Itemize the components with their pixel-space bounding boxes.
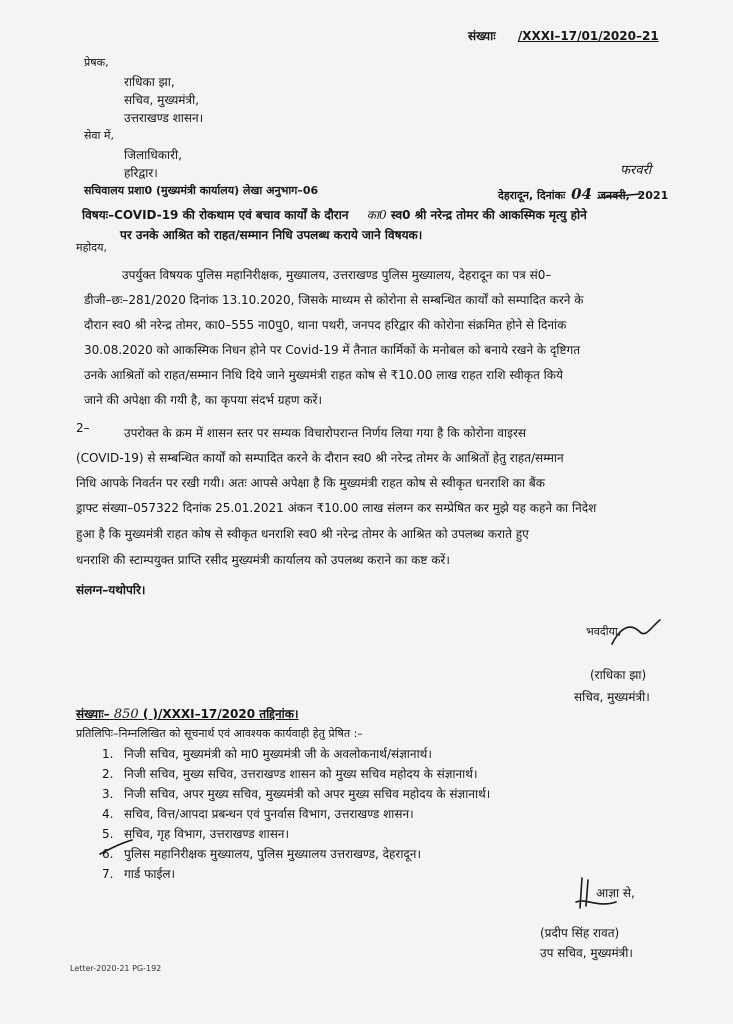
copy-item-number: 6. (102, 847, 114, 861)
recipient-heading: सेवा में, (84, 129, 114, 142)
para2-line-1: उपरोक्त के क्रम में शासन स्तर पर सम्यक विचारोपरान्त निर्णय लिया गया है कि कोरोना वाइरस (124, 426, 526, 440)
date-prefix: देहरादून, दिनांकः (498, 189, 566, 202)
para1-line-1: उपर्युक्त विषयक पुलिस महानिरीक्षक, मुख्यालय, उत्तराखण्ड पुलिस मुख्यालय, देहरादून का पत्र सं0– (122, 268, 552, 282)
month-strike-icon (596, 191, 642, 201)
signoff-designation: सचिव, मुख्यमंत्री। (574, 690, 650, 704)
copy-item-number: 4. (102, 807, 114, 821)
para1-line-3: दौरान स्व0 श्री नरेन्द्र तोमर, का0–555 ना0पु0, थाना पथरी, जनपद हरिद्वार की कोरोना संक्रमित होने से दिनांक (84, 318, 567, 332)
copy-item-number: 5. (102, 827, 114, 841)
subject-suffix: स्व0 श्री नरेन्द्र तोमर की आकस्मिक मृत्यु होने (390, 208, 587, 222)
copy-item-text: सचिव, वित्त/आपदा प्रबन्धन एवं पुनर्वास विभाग, उत्तराखण्ड शासन। (124, 807, 414, 821)
signature-1-icon (604, 614, 664, 650)
para2-line-3: निधि आपके निवर्तन पर रखी गयी। अतः आपसे अपेक्षा है कि मुख्यमंत्री राहत कोष से स्वीकृत धनराशि का बैंक (76, 476, 545, 490)
ref-value: /XXXI–17/01/2020–21 (517, 29, 659, 43)
para1-line-5: उनके आश्रितों को राहत/सम्मान निधि दिये जाने मुख्यमंत्री राहत कोष से ₹10.00 लाख राहत राशि स्वीकृत किये (84, 368, 563, 382)
ref-label: संख्याः (468, 29, 496, 43)
sender-heading: प्रेषक, (84, 56, 109, 69)
para1-line-4: 30.08.2020 को आकस्मिक निधन होने पर Covid-19 में तैनात कार्मिकों के मनोबल को बनाये रखने के दृष्टिगत (84, 343, 581, 357)
copy-item-3 (102, 785, 490, 802)
sender-office: उत्तराखण्ड शासन। (124, 111, 204, 125)
copy-item-text: पुलिस महानिरीक्षक मुख्यालय, पुलिस मुख्यालय उत्तराखण्ड, देहरादून। (124, 847, 422, 861)
subject-line-2: पर उनके आश्रित को राहत/सम्मान निधि उपलब्ध कराये जाने विषयक। (120, 228, 423, 242)
date-year: 2021 (637, 189, 669, 202)
section-line: सचिवालय प्रशा0 (मुख्यमंत्री कार्यालय) लेखा अनुभाग–06 (84, 184, 319, 197)
copy-item-2 (102, 765, 478, 782)
copy-item-number: 2. (102, 767, 114, 781)
ref-bottom-suffix: ( )/XXXI–17/2020 तद्दिनांक। (142, 707, 299, 721)
date-month-handwritten: फरवरी (620, 163, 652, 178)
item-6-handwritten-mark-icon (96, 836, 136, 858)
copy-item-1 (102, 745, 432, 762)
copy-item-text: निजी सचिव, मुख्यमंत्री को मा0 मुख्यमंत्री जी के अवलोकनार्थ/संज्ञानार्थ। (124, 747, 432, 761)
footer-code: Letter-2020-21 PG-192 (70, 964, 162, 973)
ref-number-bottom (76, 705, 299, 722)
signoff-name: (राधिका झा) (590, 668, 647, 682)
copy-item-number: 7. (102, 867, 114, 881)
para1-line-6: जाने की अपेक्षा की गयी है, का कृपया संदर्भ ग्रहण करें। (84, 393, 323, 407)
para2-line-5: हुआ है कि मुख्यमंत्री राहत कोष से स्वीकृत धनराशि स्व0 श्री नरेन्द्र तोमर के आश्रित को उपलब्ध कराते हुए (76, 527, 529, 541)
date-month-printed (598, 189, 634, 202)
subject-line-1 (82, 206, 587, 223)
copy-item-4 (102, 805, 414, 822)
enclosure-note: संलग्न–यथोपरि। (76, 583, 146, 597)
copy-item-text: सचिव, गृह विभाग, उत्तराखण्ड शासन। (124, 827, 290, 841)
copy-item-text: निजी सचिव, अपर मुख्य सचिव, मुख्यमंत्री को अपर मुख्य सचिव महोदय के संज्ञानार्थ। (124, 787, 491, 801)
recipient-name: जिलाधिकारी, (124, 148, 182, 162)
order-name: (प्रदीप सिंह रावत) (540, 926, 620, 940)
para2-line-6: धनराशि की स्टाम्पयुक्त प्राप्ति रसीद मुख्यमंत्री कार्यालय को उपलब्ध कराने का कष्ट करें। (76, 553, 450, 567)
copy-item-number: 3. (102, 787, 114, 801)
ref-bottom-handwritten: 850 (113, 707, 139, 722)
order-line: आज्ञा से, (596, 886, 635, 900)
ref-bottom-prefix: संख्याः– (76, 707, 110, 721)
date-line (498, 185, 668, 203)
subject-prefix: विषयः–COVID-19 की रोकथाम एवं बचाव कार्यों के दौरान (82, 208, 349, 222)
copy-intro: प्रतिलिपिः–निम्नलिखित को सूचनार्थ एवं आवश्यक कार्यवाही हेतु प्रेषित :– (76, 727, 363, 740)
copy-item-6 (102, 845, 421, 862)
para2-number: 2– (76, 421, 90, 435)
ref-number-top (468, 27, 659, 44)
copy-item-number: 1. (102, 747, 114, 761)
recipient-place: हरिद्वार। (124, 166, 158, 180)
para2-line-2: (COVID-19) से सम्बन्धित कार्यों को सम्पादित करने के दौरान स्व0 श्री नरेन्द्र तोमर के आश्रितों हेतु राहत/सम्मान (76, 451, 564, 465)
copy-item-7 (102, 865, 175, 882)
date-day-handwritten: 04 (571, 185, 593, 203)
date-month-text: जनवरी, (597, 189, 630, 202)
para1-line-2: डीजी–छः–281/2020 दिनांक 13.10.2020, जिसके माध्यम से कोरोना से सम्बन्धित कार्यों को सम्पादित करने के (84, 293, 584, 307)
signature-2-icon (568, 872, 624, 916)
copy-item-text: निजी सचिव, मुख्य सचिव, उत्तराखण्ड शासन को मुख्य सचिव महोदय के संज्ञानार्थ। (124, 767, 478, 781)
sender-name: राधिका झा, (124, 75, 175, 89)
copy-item-text: गार्ड फाईल। (124, 867, 176, 881)
sender-designation: सचिव, मुख्यमंत्री, (124, 93, 200, 107)
salutation: महोदय, (76, 241, 107, 254)
para2-line-4: ड्राफ्ट संख्या–057322 दिनांक 25.01.2021 अंकन ₹10.00 लाख संलग्न कर सम्प्रेषित कर मुझे यह कहने का निदेश (76, 501, 597, 515)
subject-handwritten: का0 (366, 208, 387, 222)
signoff-closing: भवदीया, (586, 625, 622, 638)
order-designation: उप सचिव, मुख्यमंत्री। (540, 946, 633, 960)
